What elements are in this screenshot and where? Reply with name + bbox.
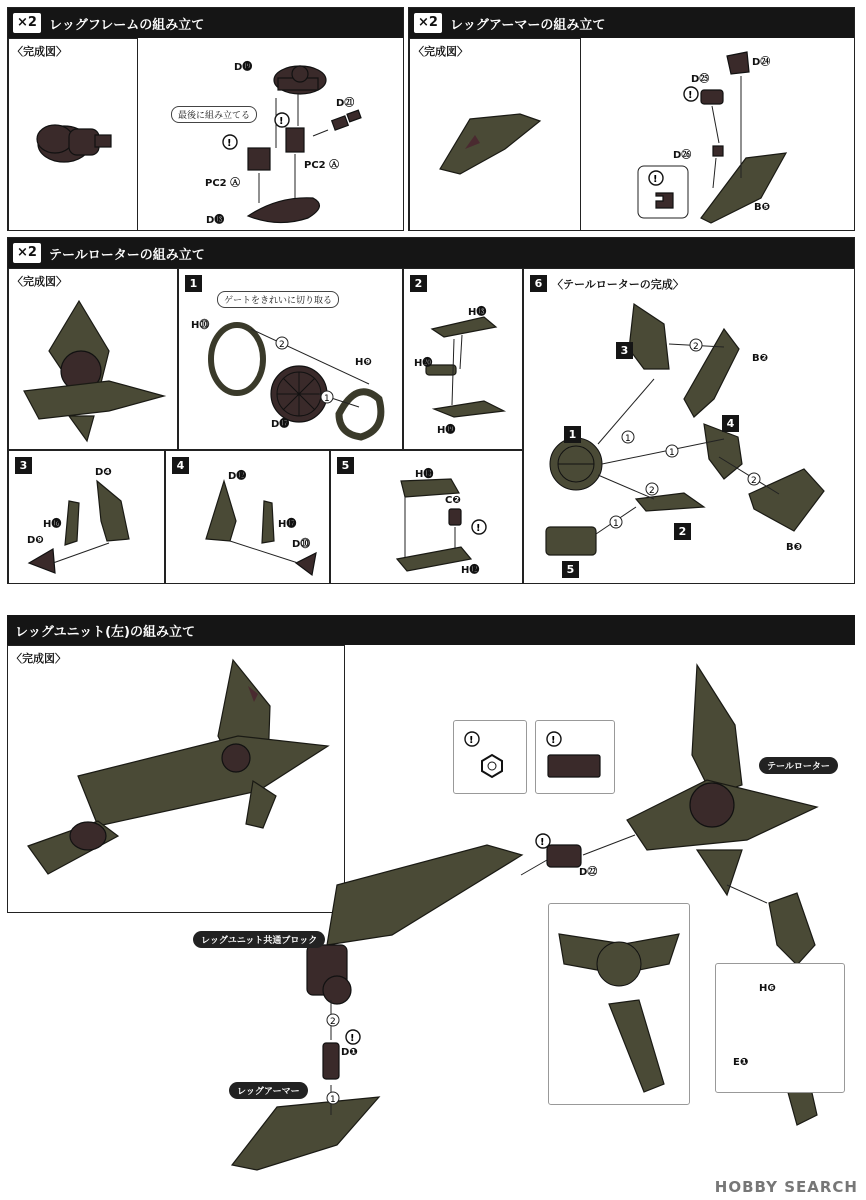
label-h19: H⓳	[437, 425, 456, 436]
svg-text:2: 2	[751, 476, 757, 486]
step1-callout: ゲートをきれいに切り取る	[217, 291, 339, 308]
svg-text:1: 1	[330, 1095, 336, 1105]
label-d22: D㉒	[579, 867, 598, 878]
svg-text:2: 2	[693, 342, 699, 352]
svg-text:2: 2	[649, 486, 655, 496]
label-e1: E❶	[733, 1057, 749, 1068]
leg-armor-exploded-drawing	[581, 38, 855, 231]
complete-label: 〈完成図〉	[12, 275, 67, 288]
svg-text:1: 1	[669, 448, 675, 458]
svg-text:2: 2	[330, 1017, 336, 1027]
leg-armor-complete-drawing	[410, 69, 580, 229]
label-d17: D⓱	[271, 419, 290, 430]
inset-h6	[715, 963, 845, 1093]
step6-sub3: 3	[616, 342, 633, 359]
inset-nut	[453, 720, 527, 794]
step3-panel	[8, 450, 165, 584]
svg-text:!: !	[551, 735, 556, 746]
leg-unit-exploded-drawing	[7, 645, 855, 1197]
label-d19: D⓳	[234, 62, 253, 73]
svg-text:!: !	[350, 1033, 355, 1044]
label-d21: D㉑	[336, 98, 355, 109]
leg-frame-complete-panel	[8, 38, 138, 231]
label-h13: H⓭	[415, 469, 434, 480]
label-d1: D❶	[341, 1047, 358, 1058]
inset-tail-detail-drawing	[549, 904, 687, 1102]
step5-panel	[330, 450, 523, 584]
svg-text:1: 1	[324, 394, 330, 404]
step1-panel	[178, 268, 403, 450]
label-pc2a-right: PC2 Ⓐ	[304, 160, 340, 171]
label-h6: H❻	[759, 983, 776, 994]
label-b5: B❺	[754, 202, 771, 213]
complete-label: 〈完成図〉	[413, 45, 468, 58]
leg-frame-section	[7, 7, 404, 231]
label-d4: D❹	[95, 467, 112, 478]
tail-rotor-header	[8, 238, 854, 268]
leg-armor-complete-panel	[409, 38, 581, 231]
leg-frame-complete-drawing	[9, 69, 137, 229]
svg-text:!: !	[540, 837, 545, 848]
leg-unit-section	[7, 615, 855, 1197]
step6-panel	[523, 268, 855, 584]
inset-tail-detail	[548, 903, 690, 1105]
step6-title: 〈テールローターの完成〉	[552, 278, 684, 291]
leg-frame-title: レッグフレームの組み立て	[48, 17, 205, 33]
label-d18: D⓲	[206, 215, 225, 226]
inset-block	[535, 720, 615, 794]
leg-unit-title: レッグユニット(左)の組み立て	[15, 624, 195, 640]
label-d9: D❾	[27, 535, 44, 546]
tail-rotor-complete-panel	[8, 268, 178, 450]
svg-text:!: !	[279, 116, 284, 127]
svg-text:1: 1	[625, 434, 631, 444]
step6-sub1: 1	[564, 426, 581, 443]
tag-tail-rotor: テールローター	[759, 757, 838, 774]
label-c2: C❷	[445, 495, 461, 506]
label-b3: B❸	[786, 542, 803, 553]
svg-text:!: !	[469, 735, 474, 746]
tag-common-block: レッグユニット共通ブロック	[193, 931, 325, 948]
tail-rotor-section	[7, 237, 855, 584]
step3-drawing	[9, 451, 164, 583]
label-d26: D㉖	[673, 150, 692, 161]
svg-text:2: 2	[279, 340, 285, 350]
label-b2: B❷	[752, 353, 769, 364]
label-d12: D⓬	[228, 471, 247, 482]
leg-armor-mult: ×2	[414, 13, 442, 33]
label-h20: H⓴	[414, 358, 433, 369]
svg-text:1: 1	[613, 519, 619, 529]
step4-panel	[165, 450, 330, 584]
complete-label: 〈完成図〉	[12, 45, 67, 58]
leg-frame-mult: ×2	[13, 13, 41, 33]
leg-frame-exploded-drawing	[138, 38, 404, 231]
step2-panel	[403, 268, 523, 450]
step4-drawing	[166, 451, 329, 583]
leg-armor-section	[408, 7, 855, 231]
step2-number: 2	[410, 275, 427, 292]
step5-number: 5	[337, 457, 354, 474]
tail-rotor-complete-drawing	[9, 291, 177, 451]
label-d24: D㉔	[752, 57, 771, 68]
tail-rotor-mult: ×2	[13, 243, 41, 263]
svg-text:!: !	[653, 174, 658, 185]
label-h17: H⓱	[278, 519, 297, 530]
watermark: HOBBY SEARCH	[714, 1178, 858, 1196]
label-h18: H⓲	[468, 307, 487, 318]
leg-frame-callout: 最後に組み立てる	[171, 106, 257, 123]
leg-armor-title: レッグアーマーの組み立て	[449, 17, 606, 33]
label-h16: H⓰	[43, 519, 62, 530]
tag-leg-armor: レッグアーマー	[229, 1082, 308, 1099]
step3-number: 3	[15, 457, 32, 474]
label-h10: H⓾	[191, 320, 210, 331]
inset-block-drawing	[536, 721, 612, 791]
svg-text:!: !	[227, 138, 232, 149]
step6-sub4: 4	[722, 415, 739, 432]
label-h9: H❾	[355, 357, 372, 368]
label-h12: H⓬	[461, 565, 480, 576]
label-pc2a-left: PC2 Ⓐ	[205, 178, 241, 189]
step4-number: 4	[172, 457, 189, 474]
leg-armor-header	[409, 8, 854, 38]
svg-text:!: !	[476, 523, 481, 534]
complete-label: 〈完成図〉	[11, 652, 66, 665]
tail-rotor-title: テールローターの組み立て	[48, 247, 205, 263]
step6-number: 6	[530, 275, 547, 292]
leg-unit-header	[7, 615, 855, 645]
leg-frame-header	[8, 8, 403, 38]
label-d10: D⓾	[292, 539, 311, 550]
step6-sub5: 5	[562, 561, 579, 578]
step6-sub2: 2	[674, 523, 691, 540]
inset-nut-drawing	[454, 721, 524, 791]
svg-text:!: !	[688, 90, 693, 101]
label-d25: D㉕	[691, 74, 710, 85]
step1-number: 1	[185, 275, 202, 292]
